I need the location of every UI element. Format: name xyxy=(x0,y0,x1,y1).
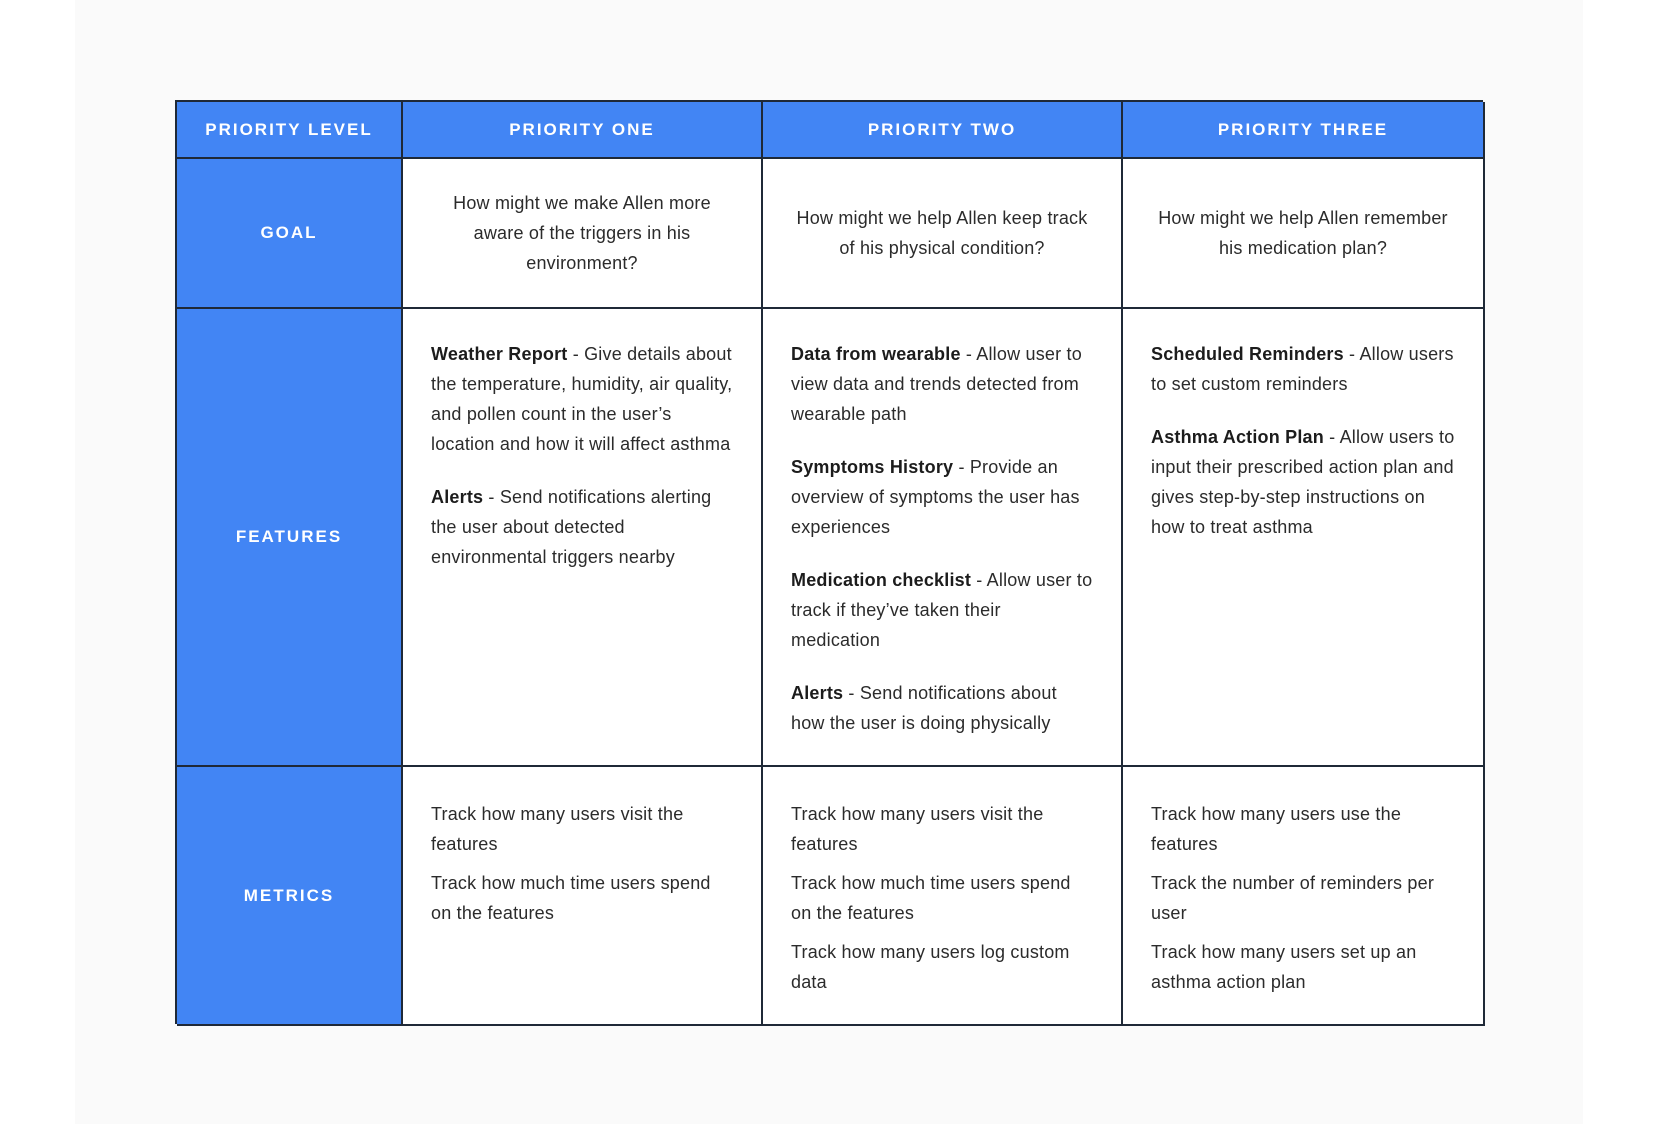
feature-title: Asthma Action Plan xyxy=(1151,427,1324,447)
header-priority-two: PRIORITY TWO xyxy=(763,102,1123,159)
feature-description: - Provide an overview of symptoms the user has experiences xyxy=(791,457,1080,537)
feature-title: Data from wearable xyxy=(791,344,961,364)
header-priority-three: PRIORITY THREE xyxy=(1123,102,1485,159)
metric-item: Track how many users visit the features xyxy=(431,804,684,854)
header-priority-level: PRIORITY LEVEL xyxy=(177,102,403,159)
row-label-features: FEATURES xyxy=(177,309,403,767)
feature-title: Alerts xyxy=(431,487,484,507)
features-cell-priority-one xyxy=(403,309,763,767)
metric-item: Track how many users use the features xyxy=(1151,804,1402,854)
metrics-cell-priority-three xyxy=(1123,767,1485,1026)
row-label-goal: GOAL xyxy=(177,159,403,309)
metric-item: Track how many users visit the features xyxy=(791,804,1044,854)
goal-cell-priority-two xyxy=(763,159,1123,309)
goal-text: How might we make Allen more aware of the triggers in his environment? xyxy=(453,193,711,273)
feature-description: - Send notifications about how the user is doing physically xyxy=(791,683,1057,733)
metrics-cell-priority-two xyxy=(763,767,1123,1026)
header-priority-one: PRIORITY ONE xyxy=(403,102,763,159)
feature-description: - Allow users to input their prescribed action plan and gives step-by-step instructions on how to treat asthma xyxy=(1151,427,1455,537)
feature-description: - Send notifications alerting the user about detected environmental triggers nearby xyxy=(431,487,712,567)
features-cell-priority-three xyxy=(1123,309,1485,767)
goal-text: How might we help Allen keep track of his physical condition? xyxy=(796,208,1088,258)
row-label-metrics: METRICS xyxy=(177,767,403,1026)
feature-title: Weather Report xyxy=(431,344,568,364)
goal-cell-priority-one xyxy=(403,159,763,309)
metrics-cell-priority-one xyxy=(403,767,763,1026)
feature-description: - Allow user to view data and trends detected from wearable path xyxy=(791,344,1082,424)
feature-item xyxy=(791,339,1093,429)
goal-cell-priority-three xyxy=(1123,159,1485,309)
feature-item xyxy=(791,565,1093,655)
feature-item xyxy=(791,678,1093,738)
feature-item xyxy=(791,452,1093,542)
priority-table xyxy=(175,100,1483,1024)
metric-item: Track how much time users spend on the features xyxy=(431,873,711,923)
feature-description: - Give details about the temperature, humidity, air quality, and pollen count in the user’s location and how it will affect asthma xyxy=(431,344,733,454)
feature-item xyxy=(1151,339,1455,399)
feature-description: - Allow users to set custom reminders xyxy=(1151,344,1454,394)
features-cell-priority-two xyxy=(763,309,1123,767)
feature-title: Alerts xyxy=(791,683,844,703)
goal-text: How might we help Allen remember his medication plan? xyxy=(1158,208,1448,258)
metric-item: Track how much time users spend on the features xyxy=(791,873,1071,923)
feature-item xyxy=(431,482,733,572)
metric-item: Track the number of reminders per user xyxy=(1151,873,1435,923)
feature-title: Scheduled Reminders xyxy=(1151,344,1344,364)
feature-item xyxy=(1151,422,1455,542)
feature-title: Symptoms History xyxy=(791,457,954,477)
feature-description: - Allow user to track if they’ve taken their medication xyxy=(791,570,1093,650)
metric-item: Track how many users set up an asthma action plan xyxy=(1151,942,1417,992)
feature-title: Medication checklist xyxy=(791,570,972,590)
metric-item: Track how many users log custom data xyxy=(791,942,1070,992)
feature-item xyxy=(431,339,733,459)
page-canvas xyxy=(75,0,1583,1124)
